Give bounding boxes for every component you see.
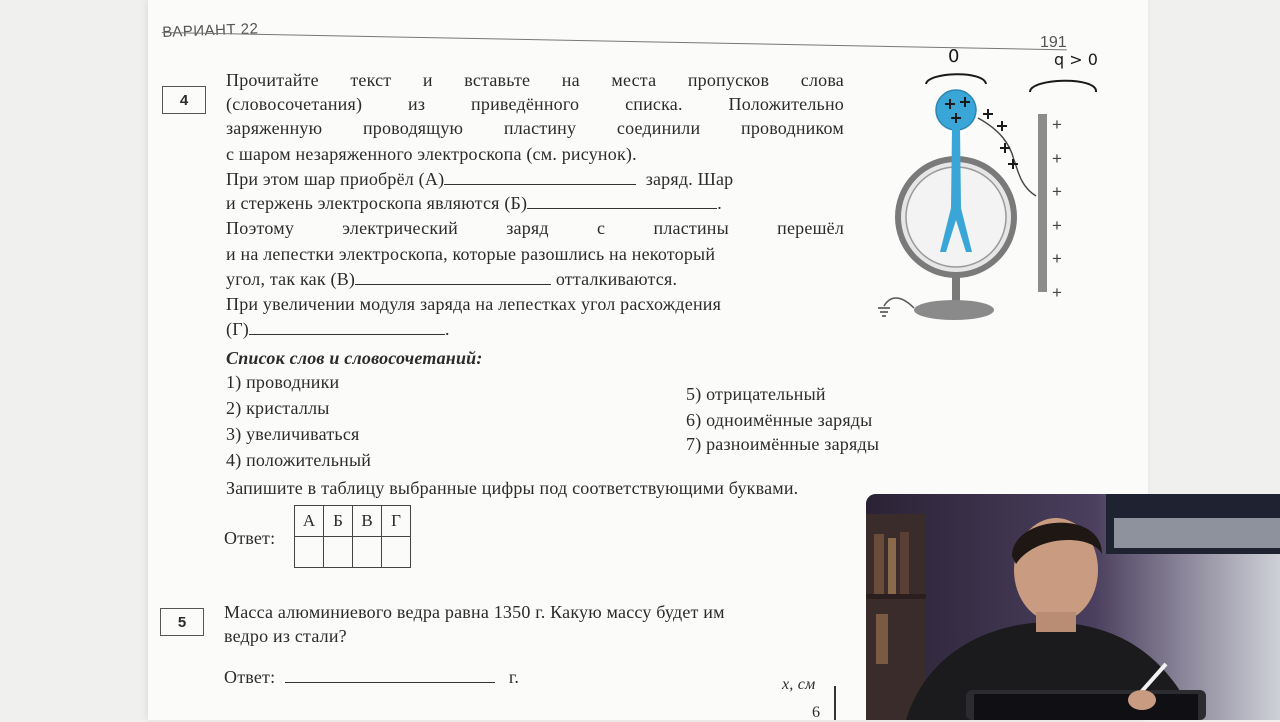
table-header-b: Б [324, 506, 353, 537]
line-e-end: отталкиваются. [555, 269, 678, 289]
table-header-v: В [353, 506, 382, 537]
word: проводником [740, 118, 844, 138]
option-6: 6) одноимённые заряды [686, 410, 873, 430]
line-a-end: заряд. Шар [645, 169, 734, 189]
word: заряженную [226, 118, 323, 138]
word: Положительно [728, 94, 844, 114]
word: слова [800, 70, 844, 90]
line-b-start: и стержень электроскопа являются (Б) [226, 193, 528, 213]
page-number: 191 [1040, 34, 1067, 51]
unit-label: г. [508, 667, 520, 687]
plate-charges [1052, 108, 1062, 309]
option-4: 4) положительный [226, 450, 372, 470]
word: текст [350, 70, 392, 90]
plus-sign: + [1052, 215, 1062, 235]
word: заряд [506, 218, 549, 238]
word: приведённого [471, 94, 580, 114]
word: с [597, 218, 606, 238]
word: электрический [342, 218, 458, 238]
plus-sign: + [1052, 282, 1062, 302]
graph-axis-label: x, см [782, 676, 816, 693]
option-2: 2) кристаллы [226, 398, 330, 418]
word: пластины [653, 218, 729, 238]
q4-line-f: При увеличении модуля заряда на лепестках угол расхождения [226, 294, 722, 314]
word: места [611, 70, 657, 90]
plus-sign: + [1052, 115, 1062, 134]
word: вставьте [464, 70, 531, 90]
plus-sign: + [1052, 148, 1062, 168]
option-7: 7) разноимённые заряды [686, 434, 880, 454]
word: и [422, 70, 433, 90]
q5-line-1: Масса алюминиевого ведра равна 1350 г. Какую массу будет им [224, 602, 725, 622]
line-e-start: угол, так как (В) [226, 269, 356, 289]
word: (словосочетания) [226, 94, 363, 114]
line-g-start: (Г) [226, 319, 249, 339]
word: из [408, 94, 426, 114]
word: списка. [625, 94, 683, 114]
presenter-video [866, 494, 1280, 720]
word: пропусков [687, 70, 770, 90]
q4-line-4: с шаром незаряженного электроскопа (см. рисунок). [226, 144, 637, 164]
table-header-g: Г [382, 506, 411, 537]
table-instruction: Запишите в таблицу выбранные цифры под соответствующими буквами. [226, 478, 799, 498]
q5-line-2: ведро из стали? [224, 626, 347, 646]
option-1: 1) проводники [226, 372, 340, 392]
plus-sign: + [1052, 249, 1062, 268]
electroscope-rod [951, 128, 961, 208]
electroscope-ball [936, 90, 976, 130]
answer-label-4: Ответ: [224, 528, 276, 548]
line-g-end: . [445, 319, 450, 339]
graph-tick-label: 6 [812, 704, 821, 721]
word: проводящую [362, 118, 464, 138]
electroscope-base [914, 300, 994, 320]
option-3: 3) увеличиваться [226, 424, 360, 444]
word: на [561, 70, 580, 90]
table-header-a: А [295, 506, 324, 537]
question-5-number: 5 [160, 608, 204, 636]
variant-header: ВАРИАНТ 22 [162, 20, 259, 41]
word: перешёл [777, 218, 844, 238]
word: Поэтому [226, 218, 295, 238]
plus-sign: + [1052, 182, 1062, 201]
charged-plate [1038, 114, 1047, 292]
answer-label-text: Ответ: [224, 667, 276, 687]
q4-line-d: и на лепестки электроскопа, которые разошлись на некоторый [226, 244, 716, 264]
option-5: 5) отрицательный [686, 384, 826, 404]
word: Прочитайте [226, 70, 319, 90]
ground-wire [884, 298, 914, 308]
word-list-title: Список слов и словосочетаний: [226, 348, 483, 368]
word: пластину [503, 118, 577, 138]
line-b-end: . [717, 193, 722, 213]
handwritten-zero: 0 [948, 46, 960, 67]
webcam-overlay [866, 494, 1280, 720]
line-a-start: При этом шар приобрёл (А) [226, 169, 445, 189]
word: соединили [616, 118, 701, 138]
ground-symbol [878, 308, 890, 316]
question-4-number: 4 [162, 86, 206, 114]
handwritten-q-positive: q > 0 [1054, 50, 1098, 69]
